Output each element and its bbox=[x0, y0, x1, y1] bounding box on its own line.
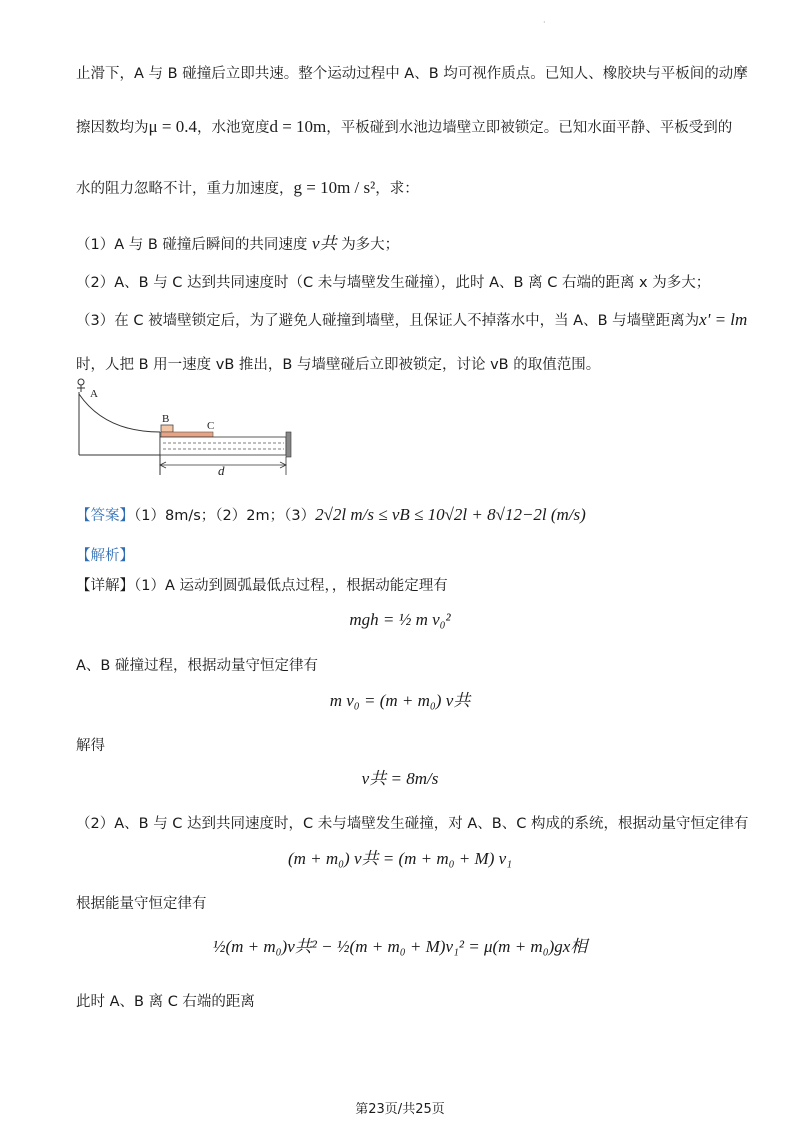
label-b: B bbox=[162, 413, 170, 425]
page-footer: 第23页/共25页 bbox=[355, 1102, 445, 1117]
block-b bbox=[161, 425, 173, 432]
answer-tag: 【答案】 bbox=[76, 508, 134, 524]
text: ，水池宽度 bbox=[196, 120, 270, 136]
text: 擦因数均为 bbox=[76, 120, 149, 136]
question-3-line-2: 时，人把 B 用一速度 vB 推出，B 与墙壁碰后立即被锁定，讨论 vB 的取值范围。 bbox=[76, 357, 601, 373]
step-5: 根据能量守恒定律有 bbox=[76, 896, 207, 912]
physics-figure bbox=[70, 377, 300, 477]
text: 水的阻力忽略不计，重力加速度， bbox=[76, 181, 294, 197]
equation-2: m v₀ = (m + m₀) v共 bbox=[329, 691, 471, 710]
detail-tag: 【详解】 bbox=[76, 578, 134, 594]
step-6: 此时 A、B 离 C 右端的距离 bbox=[76, 994, 255, 1010]
label-d: d bbox=[218, 463, 225, 477]
question-2: （2）A、B 与 C 达到共同速度时（C 未与墙壁发生碰撞），此时 A、B 离 C 右端的距离 x 为多大； bbox=[76, 275, 711, 291]
d-expression: d = 10m bbox=[269, 117, 327, 136]
text: 为多大； bbox=[341, 237, 400, 253]
step-4: （2）A、B 与 C 达到共同速度时，C 未与墙壁发生碰撞，对 A、B、C 构成的系统，根据动量守恒定律有 bbox=[76, 816, 749, 832]
answer-line bbox=[76, 504, 586, 525]
text: ，平板碰到水池边墙壁立即被锁定。已知水面平静、平板受到的 bbox=[326, 120, 733, 136]
answer-parts: （1）8m/s；（2）2m；（3） bbox=[134, 508, 316, 524]
text: （1）A 与 B 碰撞后瞬间的共同速度 bbox=[76, 237, 308, 253]
text: （3）在 C 被墙壁锁定后，为了避免人碰撞到墙壁，且保证人不掉落水中，当 A、B 与墙壁距离为 bbox=[76, 313, 700, 329]
text: ，求： bbox=[375, 181, 419, 197]
step-1: （1）A 运动到圆弧最低点过程，，根据动能定理有 bbox=[134, 578, 448, 594]
detail-line bbox=[76, 574, 448, 595]
answer-expression: 2√2l m/s ≤ vB ≤ 10√2l + 8√12−2l (m/s) bbox=[315, 505, 586, 524]
step-3: 解得 bbox=[76, 738, 105, 754]
question-1 bbox=[76, 229, 399, 254]
equation-3: v共 = 8m/s bbox=[361, 769, 439, 788]
analysis-tag: 【解析】 bbox=[76, 548, 134, 564]
problem-line-3 bbox=[76, 177, 419, 198]
problem-line-2 bbox=[76, 116, 732, 137]
plank-c bbox=[161, 432, 213, 437]
person-icon bbox=[77, 379, 85, 392]
label-a: A bbox=[90, 388, 98, 400]
equation-4: (m + m₀) v共 = (m + m₀ + M) v₁ bbox=[287, 849, 513, 868]
scan-dot: · bbox=[543, 18, 546, 27]
right-wall bbox=[286, 432, 291, 457]
x-prime-expression: x' = lm bbox=[699, 310, 748, 329]
v-common-variable: v共 bbox=[312, 234, 337, 253]
equation-1: mgh = ½ m v₀² bbox=[349, 610, 451, 629]
label-c: C bbox=[207, 420, 215, 432]
problem-line-1: 止滑下，A 与 B 碰撞后立即共速。整个运动过程中 A、B 均可视作质点。已知人、橡胶块与平板间的动摩 bbox=[76, 66, 748, 82]
question-3-line-1 bbox=[76, 309, 747, 330]
equation-5: ½(m + m₀)v共² − ½(m + m₀ + M)v₁² = μ(m + m₀)gx相 bbox=[212, 937, 588, 956]
g-expression: g = 10m / s² bbox=[293, 178, 376, 197]
mu-expression: μ = 0.4 bbox=[148, 117, 197, 136]
step-2: A、B 碰撞过程，根据动量守恒定律有 bbox=[76, 658, 318, 674]
water bbox=[160, 437, 286, 455]
